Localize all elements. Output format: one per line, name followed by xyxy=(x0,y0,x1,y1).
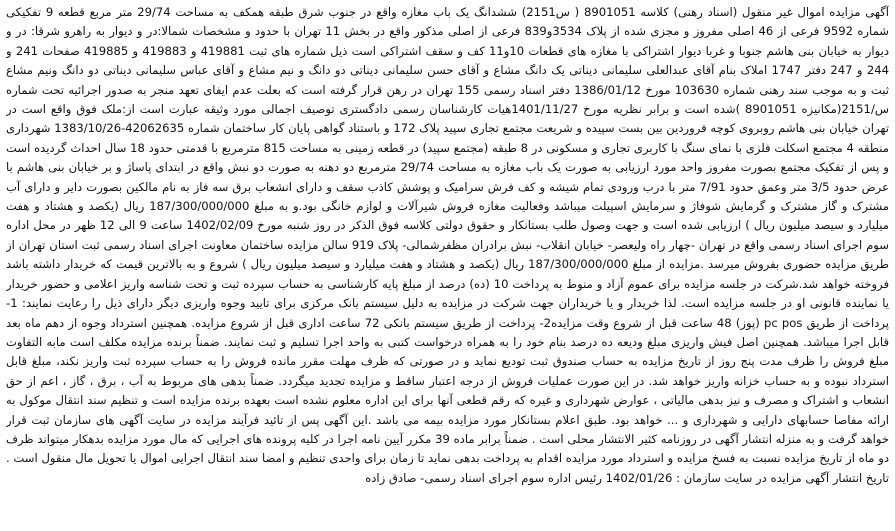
auction-notice xyxy=(6,3,889,528)
notice-body-text: آگهی مزایده اموال غیر منقول (اسناد رهنی) کلاسه 8901051 ( س2151) ششدانگ یک باب مغازه واقع در جنوب شرق طبقه همکف به مساحت 29/74 متر مربع قطعه 9 تفکیکی شماره 9592 فرعی از 46 اصلی مفروز و مجزی شده از پلاک 3534و839 فرعی از اصلی مذکور واقع در بخش 11 تهران با حدود و مشخصات شمالا:در و دیوار به راهرو شرقا: در و دیوار به خیابان بنی هاشم جنوبا و غربا دیوار اشتراکی با مغازه های قطعات 10و11 کف و سقف اشتراکی است ذیل شماره های ثبت 419881 و 419883 و 419885 صفحات 241 و 244 و 247 دفتر 1747 املاک بنام آقای عبدالعلی سلیمانی دیناتی یک دانگ مشاع و آقای حسن سلیمانی دیناتی دو دانگ و نیم مشاع و آقای عباس سلیمانی دیناتی دو دانگ ونیم مشاع ثبت و به موجب سند رهنی شماره 103630 مورخ 1386/01/12 دفتر اسناد رسمی 155 تهران در رهن قرار گرفته است که بعلت عدم ایفای تعهد منجر به صدور اجرائیه تحت شماره س/2151(مکانیزه 8901051 )شده است و برابر نظریه مورخ 1401/11/27هیات کارشناسان رسمی دادگستری توصیف اجمالی مورد وثیقه عبارت است از:ملک فوق واقع است در تهران خیابان بنی هاشم روبروی کوچه فروردین بین بست سپیده و شریعت مجتمع تجاری سپید پلاک 172 و باستناد گواهی پایان کار ساختمان شماره 42062635-1383/10/26 شهرداری منطقه 4 مجتمع اسکلت فلزی با نمای سنگ با کاربری تجاری و مسکونی در 8 طبقه (مجتمع سپید) در قطعه زمینی به مساحت 815 مترمربع با قدمتی حدود 18 سال احداث گردیده است و پس از تفکیک مجتمع بصورت مفروز واحد مورد ارزیابی به صورت یک باب مغازه به مساحت 29/74 مترمربع دو دهنه به صورت دو نبش واقع در ابتدای پاساژ و بر خیابان بنی هاشم با عرض حدود 3/5 متر وعمق حدود 7/91 متر با درب ورودی تمام شیشه و کف فرش سرامیک و پوشش کاذب سقف و دارای انشعاب برق سه فاز به نام مالکین بصورت دایر و دارای آب مشترک و گاز مشترک و گرمایش شوفاژ و سرمایش اسپیلت میباشد وفعالیت مغازه فروش شیرآلات و لوازم خانگی بود.و به مبلغ 187/300/000/000 ریال (یکصد و هشتاد و هفت میلیارد و سیصد میلیون ریال ) ارزیابی شده است و جهت وصول طلب بستانکار و حقوق دولتی کلاسه فوق الذکر در روز شنبه مورخ 1402/02/09 ساعت 9 الی 12 ظهر در محل اداره سوم اجرای اسناد رسمی واقع در تهران -چهار راه ولیعصر- خیابان انقلاب- نبش برادران مظفرشمالی- پلاک 919 سالن مزایده ساختمان معاونت اجرای اسناد رسمی ثبت استان تهران از طریق مزایده حضوری بفروش میرسد .مزایده از مبلغ 187/300/000/000 ریال (یکصد و هشتاد و هفت میلیارد و سیصد میلیون ریال ) شروع و به بالاترین قیمت که خریدار داشته باشد فروخته خواهد شد.شرکت در جلسه مزایده برای عموم آزاد و منوط به پرداخت 10 (ده) درصد از مبلغ پایه کارشناسی به حساب سپرده ثبت و تحت شناسه واریز اعلامی و حضور خریدار یا نماینده قانونی او در جلسه مزایده است. لذا خریدار و یا خریداران جهت شرکت در مزایده به دلیل سیستم بانک مرکزی برای تایید وجوه واریزی دیگر دارای ذیل را رعایت نمایند: 1- پرداخت از طریق pc pos (پوز) 48 ساعت قبل از شروع وقت مزایده2- پرداخت از طریق سیستم بانکی 72 ساعت اداری قبل از شروع مزایده. همچنین استرداد وجوه از دهم ماه بعد قابل اجرا میباشد. همچنین اصل فیش واریزی مبلغ ودیعه ده درصد بنام خود را به همراه درخواست کتبی به واحد اجرا تسلیم و ثبت نمایند. ضمناً برنده مزایده مکلف است مابه التفاوت مبلغ فروش را ظرف مدت پنج روز از تاریخ مزایده به حساب صندوق ثبت تودیع نماید و در صورتی که ظرف مهلت مقرر مانده فروش را به حساب سپرده ثبت واریز نکند، مبلغ قابل استرداد نبوده و به حساب خزانه واریز خواهد شد. در این صورت عملیات فروش از درجه اعتبار ساقط و مزایده تجدید میگردد. ضمناً بدهی های مربوط به آب ، برق ، گاز ، اعم از حق انشعاب و اشتراک و مصرف و نیز بدهی مالیاتی ، عوارض شهرداری و غیره که رقم قطعی آنها برای این اداره معلوم نشده است بعهده برنده مزایده است و تنظیم سند انتقال موکول به ارائه مفاصا حسابهای دارایی و شهرداری و ... خواهد بود. طبق اعلام بستانکار مورد مزایده بیمه می باشد .این آگهی پس از تائید فرآیند مزایده در سایت آگهی های سازمان ثبت قرار خواهد گرفت و به منزله انتشار آگهی در روزنامه کثیر الانتشار محلی است . ضمناً برابر ماده 39 مکرر آیین نامه اجرا در کلیه پرونده های اجرایی که مال مورد مزایده بدهکار میتواند ظرف دو ماه از تاریخ مزایده نسبت به فسخ مزایده و استرداد مورد مزایده اقدام به پرداخت بدهی نماید تا زمان برای واحدی تنظیم و امضا سند انتقال اجرایی اموال یا تحویل مال منقول است . تاریخ انتشار آگهی مزایده در سایت سازمان : 1402/01/26 رئیس اداره سوم اجرای اسناد رسمی- صادق زاده xyxy=(6,5,889,485)
